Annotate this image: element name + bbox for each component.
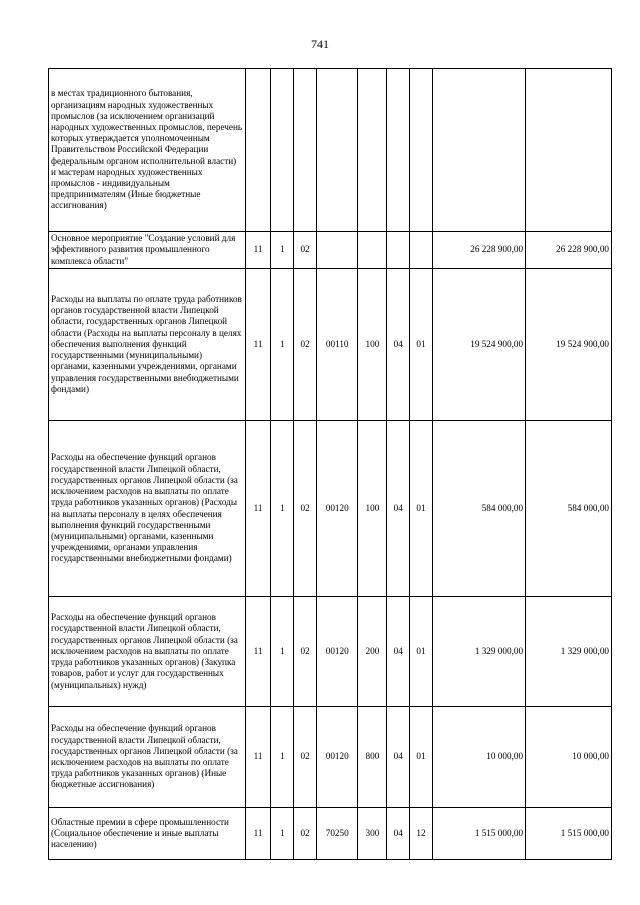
budget-table [48, 68, 612, 860]
code-cell: 04 [387, 421, 410, 597]
code-cell: 1 [271, 269, 294, 421]
amount-cell [526, 69, 612, 232]
amount-cell: 26 228 900,00 [526, 232, 612, 269]
amount-cell [432, 69, 525, 232]
amount-cell: 10 000,00 [526, 707, 612, 808]
amount-cell: 1 515 000,00 [432, 808, 525, 860]
code-cell [358, 69, 387, 232]
code-cell: 11 [245, 421, 271, 597]
amount-cell: 584 000,00 [526, 421, 612, 597]
code-cell: 11 [245, 232, 271, 269]
table-row [49, 69, 612, 232]
code-cell: 00110 [317, 269, 358, 421]
amount-cell: 19 524 900,00 [432, 269, 525, 421]
table-row [49, 232, 612, 269]
code-cell: 11 [245, 597, 271, 707]
code-cell: 300 [358, 808, 387, 860]
amount-cell: 1 329 000,00 [526, 597, 612, 707]
code-cell: 800 [358, 707, 387, 808]
code-cell: 04 [387, 808, 410, 860]
amount-cell: 1 329 000,00 [432, 597, 525, 707]
code-cell: 04 [387, 707, 410, 808]
amount-cell: 10 000,00 [432, 707, 525, 808]
amount-cell: 584 000,00 [432, 421, 525, 597]
row-description: Основное мероприятие "Создание условий для эффективного развития промышленного комплекса области" [49, 232, 246, 269]
code-cell: 01 [410, 707, 433, 808]
code-cell: 12 [410, 808, 433, 860]
row-description: Расходы на обеспечение функций органов государственной власти Липецкой области, государственных органов Липецкой области (за исключением расходов на выплаты по оплате труда работников указанных органов) (Расходы на выплаты персоналу в целях обеспечения выполнения функций государственными (муниципальными) органами, казенными учреждениями, органами управления государственными внебюджетными фондами) [49, 421, 246, 597]
code-cell: 100 [358, 269, 387, 421]
code-cell: 100 [358, 421, 387, 597]
code-cell: 11 [245, 269, 271, 421]
code-cell: 02 [294, 707, 317, 808]
code-cell [294, 69, 317, 232]
code-cell: 00120 [317, 707, 358, 808]
code-cell [317, 69, 358, 232]
code-cell [271, 69, 294, 232]
code-cell: 01 [410, 597, 433, 707]
code-cell: 04 [387, 597, 410, 707]
code-cell [410, 232, 433, 269]
table-row [49, 808, 612, 860]
code-cell: 02 [294, 269, 317, 421]
table-row [49, 707, 612, 808]
code-cell [317, 232, 358, 269]
code-cell: 70250 [317, 808, 358, 860]
code-cell: 1 [271, 597, 294, 707]
code-cell [410, 69, 433, 232]
code-cell: 11 [245, 707, 271, 808]
code-cell [387, 69, 410, 232]
table-row [49, 421, 612, 597]
code-cell: 02 [294, 421, 317, 597]
code-cell: 1 [271, 707, 294, 808]
code-cell: 01 [410, 269, 433, 421]
row-description: в местах традиционного бытования, организациям народных художественных промыслов (за исключением организаций народных художественных промыслов, перечень которых утверждается уполномоченным Правительством Российской Федерации федеральным органом исполнительной власти) и мастерам народных художественных промыслов - индивидуальным предпринимателям (Иные бюджетные ассигнования) [49, 69, 246, 232]
amount-cell: 1 515 000,00 [526, 808, 612, 860]
code-cell: 02 [294, 597, 317, 707]
code-cell: 1 [271, 232, 294, 269]
code-cell: 1 [271, 421, 294, 597]
row-description: Расходы на обеспечение функций органов государственной власти Липецкой области, государственных органов Липецкой области (за исключением расходов на выплаты по оплате труда работников указанных органов) (Иные бюджетные ассигнования) [49, 707, 246, 808]
code-cell: 02 [294, 808, 317, 860]
code-cell: 02 [294, 232, 317, 269]
code-cell [358, 232, 387, 269]
code-cell [245, 69, 271, 232]
table-row [49, 597, 612, 707]
table-row [49, 269, 612, 421]
page-number: 741 [311, 37, 329, 51]
amount-cell: 26 228 900,00 [432, 232, 525, 269]
code-cell: 1 [271, 808, 294, 860]
amount-cell: 19 524 900,00 [526, 269, 612, 421]
code-cell: 11 [245, 808, 271, 860]
code-cell: 01 [410, 421, 433, 597]
code-cell: 200 [358, 597, 387, 707]
code-cell: 00120 [317, 421, 358, 597]
code-cell [387, 232, 410, 269]
code-cell: 04 [387, 269, 410, 421]
code-cell: 00120 [317, 597, 358, 707]
row-description: Областные премии в сфере промышленности (Социальное обеспечение и иные выплаты населению) [49, 808, 246, 860]
row-description: Расходы на обеспечение функций органов государственной власти Липецкой области, государственных органов Липецкой области (за исключением расходов на выплаты по оплате труда работников указанных органов) (Закупка товаров, работ и услуг для государственных (муниципальных) нужд) [49, 597, 246, 707]
row-description: Расходы на выплаты по оплате труда работников органов государственной власти Липецкой области, государственных органов Липецкой области (Расходы на выплаты персоналу в целях обеспечения выполнения функций государственными (муниципальными) органами, казенными учреждениями, органами управления государственными внебюджетными фондами) [49, 269, 246, 421]
